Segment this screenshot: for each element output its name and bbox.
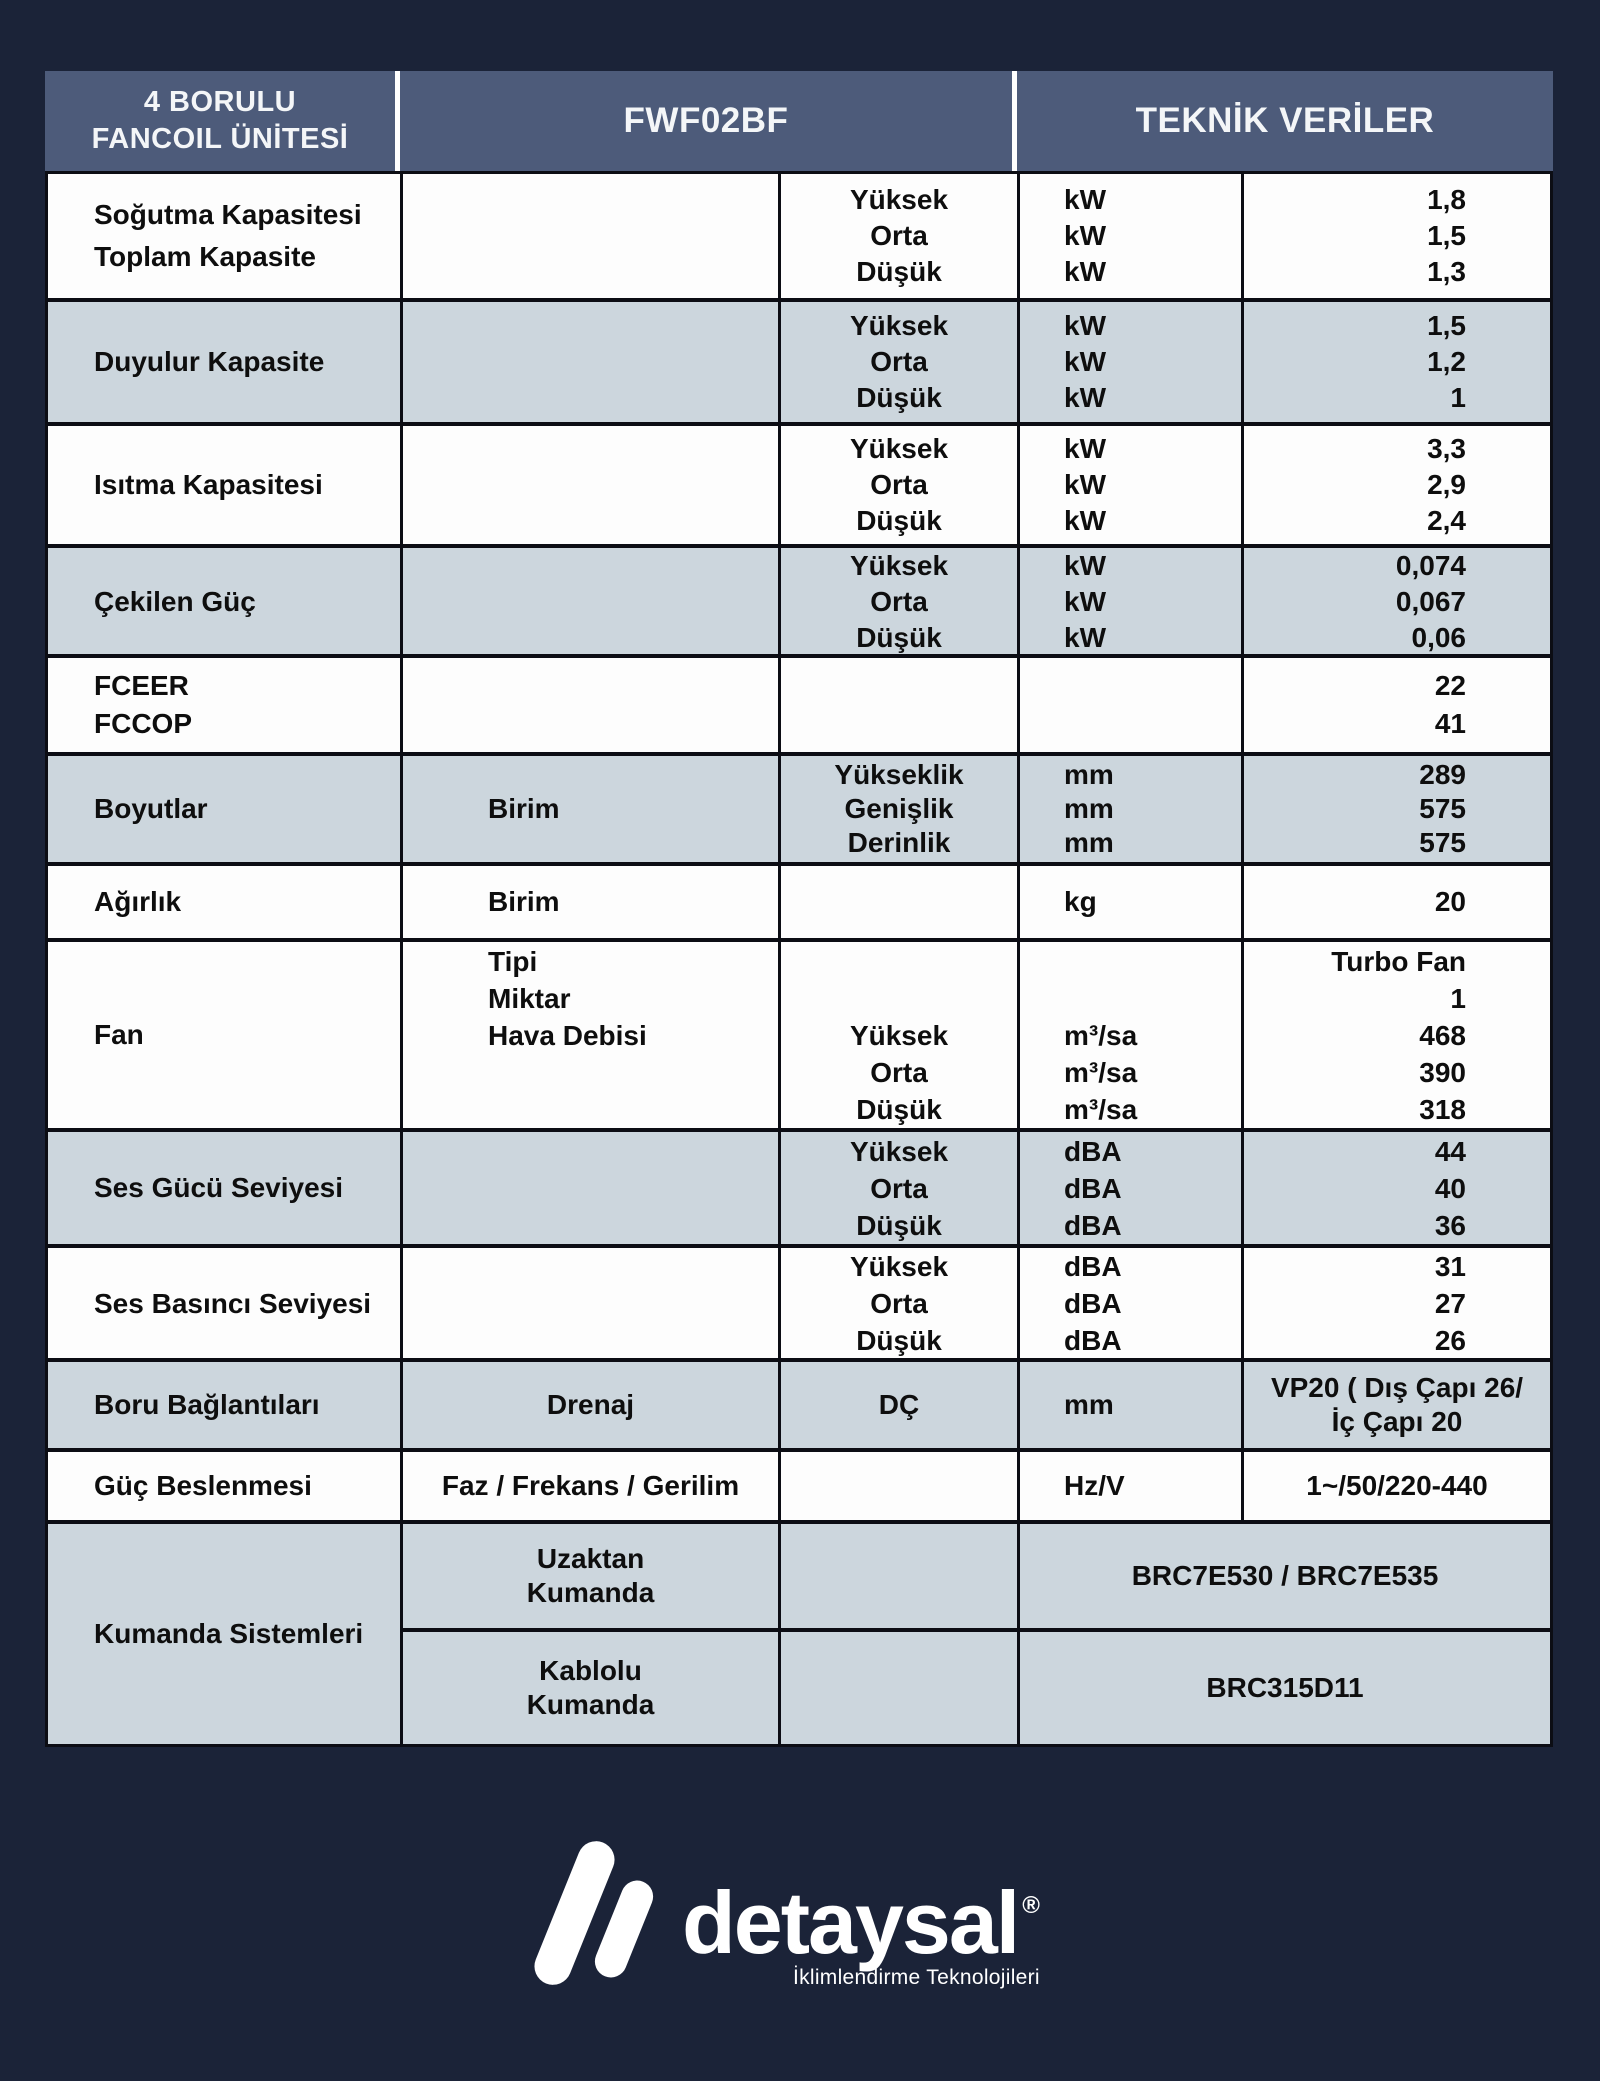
cell-sub: Kablolu Kumanda bbox=[400, 1632, 778, 1744]
cell-label: Duyulur Kapasite bbox=[94, 346, 325, 377]
cell-values: 20 bbox=[1241, 866, 1550, 938]
cell-units: kW kW kW bbox=[1017, 548, 1241, 656]
table-row-ses-gucu bbox=[48, 1128, 1550, 1244]
model-name: FWF02BF bbox=[623, 101, 789, 140]
cell-values: 1~/50/220-440 bbox=[1241, 1452, 1550, 1520]
brand-tagline: İklimlendirme Teknolojileri bbox=[792, 1966, 1040, 1989]
brand-logo bbox=[540, 1836, 1040, 1992]
cell-levels: Yükseklik Genişlik Derinlik bbox=[778, 756, 1017, 862]
product-title-line2: FANCOIL ÜNİTESİ bbox=[91, 123, 349, 155]
cell-sub: Faz / Frekans / Gerilim bbox=[400, 1452, 778, 1520]
kumanda-wired-row bbox=[400, 1628, 1550, 1744]
cell-units: mm bbox=[1017, 1362, 1241, 1448]
cell-values: 1,5 1,2 1 bbox=[1241, 302, 1550, 422]
table-row-guc bbox=[48, 1448, 1550, 1520]
cell-label: FCEER FCCOP bbox=[94, 670, 192, 739]
cell-label: Ses Basıncı Seviyesi bbox=[94, 1287, 372, 1319]
cell-sub: Tipi Miktar Hava Debisi bbox=[400, 942, 778, 1128]
spec-table bbox=[45, 71, 1553, 1747]
cell-units: m³/sa m³/sa m³/sa bbox=[1017, 942, 1241, 1128]
cell-sub bbox=[400, 426, 778, 544]
cell-sub bbox=[400, 1132, 778, 1244]
table-row-boyutlar bbox=[48, 752, 1550, 862]
cell-units: dBA dBA dBA bbox=[1017, 1248, 1241, 1359]
cell-sub: Birim bbox=[400, 866, 778, 938]
cell-sub: Uzaktan Kumanda bbox=[400, 1524, 778, 1628]
cell-sub: Drenaj bbox=[400, 1362, 778, 1448]
cell-values: BRC7E530 / BRC7E535 bbox=[1017, 1524, 1550, 1628]
cell-levels bbox=[778, 866, 1017, 938]
cell-units: dBA dBA dBA bbox=[1017, 1132, 1241, 1244]
cell-label: Isıtma Kapasitesi bbox=[94, 469, 323, 500]
table-row-duyulur bbox=[48, 298, 1550, 422]
cell-sub bbox=[400, 548, 778, 656]
table-row-agirlik bbox=[48, 862, 1550, 938]
detaysal-logo-icon bbox=[540, 1836, 668, 1992]
cell-units: kW kW kW bbox=[1017, 174, 1241, 298]
cell-sub bbox=[400, 1248, 778, 1359]
product-title-line1: 4 BORULU bbox=[143, 86, 297, 118]
cell-levels: Yüksek Orta Düşük bbox=[778, 942, 1017, 1128]
table-row-isitma bbox=[48, 422, 1550, 544]
header-section-cell bbox=[1017, 71, 1553, 171]
cell-values: Turbo Fan 1 468 390 318 bbox=[1241, 942, 1550, 1128]
cell-sub bbox=[400, 302, 778, 422]
cell-label: Soğutma Kapasitesi Toplam Kapasite bbox=[94, 199, 362, 272]
cell-values: 3,3 2,9 2,4 bbox=[1241, 426, 1550, 544]
header-product-cell bbox=[45, 71, 395, 171]
cell-sub: Birim bbox=[400, 756, 778, 862]
cell-label: Boru Bağlantıları bbox=[94, 1389, 320, 1420]
table-row-ses-basinci bbox=[48, 1244, 1550, 1358]
cell-levels: Yüksek Orta Düşük bbox=[778, 302, 1017, 422]
cell-values: 1,8 1,5 1,3 bbox=[1241, 174, 1550, 298]
cell-values: 289 575 575 bbox=[1241, 756, 1550, 862]
cell-sub bbox=[400, 174, 778, 298]
cell-levels: Yüksek Orta Düşük bbox=[778, 1132, 1017, 1244]
table-header-row bbox=[45, 71, 1553, 171]
cell-label: Çekilen Güç bbox=[94, 586, 256, 617]
table-row-boru bbox=[48, 1358, 1550, 1448]
kumanda-remote-row bbox=[400, 1524, 1550, 1628]
cell-levels: Yüksek Orta Düşük bbox=[778, 548, 1017, 656]
cell-values: 0,074 0,067 0,06 bbox=[1241, 548, 1550, 656]
cell-levels: Yüksek Orta Düşük bbox=[778, 1248, 1017, 1359]
table-row-cekilen bbox=[48, 544, 1550, 654]
cell-levels bbox=[778, 658, 1017, 752]
cell-spacer bbox=[778, 1632, 1017, 1744]
cell-units: kW kW kW bbox=[1017, 302, 1241, 422]
cell-levels bbox=[778, 1452, 1017, 1520]
cell-units: Hz/V bbox=[1017, 1452, 1241, 1520]
cell-levels: Yüksek Orta Düşük bbox=[778, 426, 1017, 544]
cell-levels: DÇ bbox=[778, 1362, 1017, 1448]
table-row-fceer-fccop bbox=[48, 654, 1550, 752]
cell-sub bbox=[400, 658, 778, 752]
kumanda-subrows bbox=[400, 1524, 1550, 1744]
cell-label: Fan bbox=[94, 1019, 144, 1050]
section-title: TEKNİK VERİLER bbox=[1135, 101, 1435, 140]
cell-label: Ağırlık bbox=[94, 886, 182, 917]
brand-name: detaysal bbox=[682, 1873, 1019, 1972]
cell-units: mm mm mm bbox=[1017, 756, 1241, 862]
cell-values: 44 40 36 bbox=[1241, 1132, 1550, 1244]
cell-values: BRC315D11 bbox=[1017, 1632, 1550, 1744]
table-body bbox=[45, 171, 1553, 1747]
cell-label: Ses Gücü Seviyesi bbox=[94, 1172, 344, 1203]
cell-levels: Yüksek Orta Düşük bbox=[778, 174, 1017, 298]
table-row-kumanda bbox=[48, 1520, 1550, 1744]
table-row-sogutma bbox=[48, 174, 1550, 298]
cell-label: Kumanda Sistemleri bbox=[94, 1618, 364, 1649]
cell-label: Güç Beslenmesi bbox=[94, 1470, 312, 1501]
cell-units: kg bbox=[1017, 866, 1241, 938]
cell-units bbox=[1017, 658, 1241, 752]
table-row-fan bbox=[48, 938, 1550, 1128]
cell-values: 31 27 26 bbox=[1241, 1248, 1550, 1359]
header-model-cell bbox=[400, 71, 1012, 171]
cell-units: kW kW kW bbox=[1017, 426, 1241, 544]
cell-spacer bbox=[778, 1524, 1017, 1628]
cell-values: VP20 ( Dış Çapı 26/ İç Çapı 20 bbox=[1241, 1362, 1550, 1448]
cell-label: Boyutlar bbox=[94, 793, 208, 824]
cell-values: 22 41 bbox=[1241, 658, 1550, 752]
registered-mark: ® bbox=[1022, 1892, 1040, 1919]
